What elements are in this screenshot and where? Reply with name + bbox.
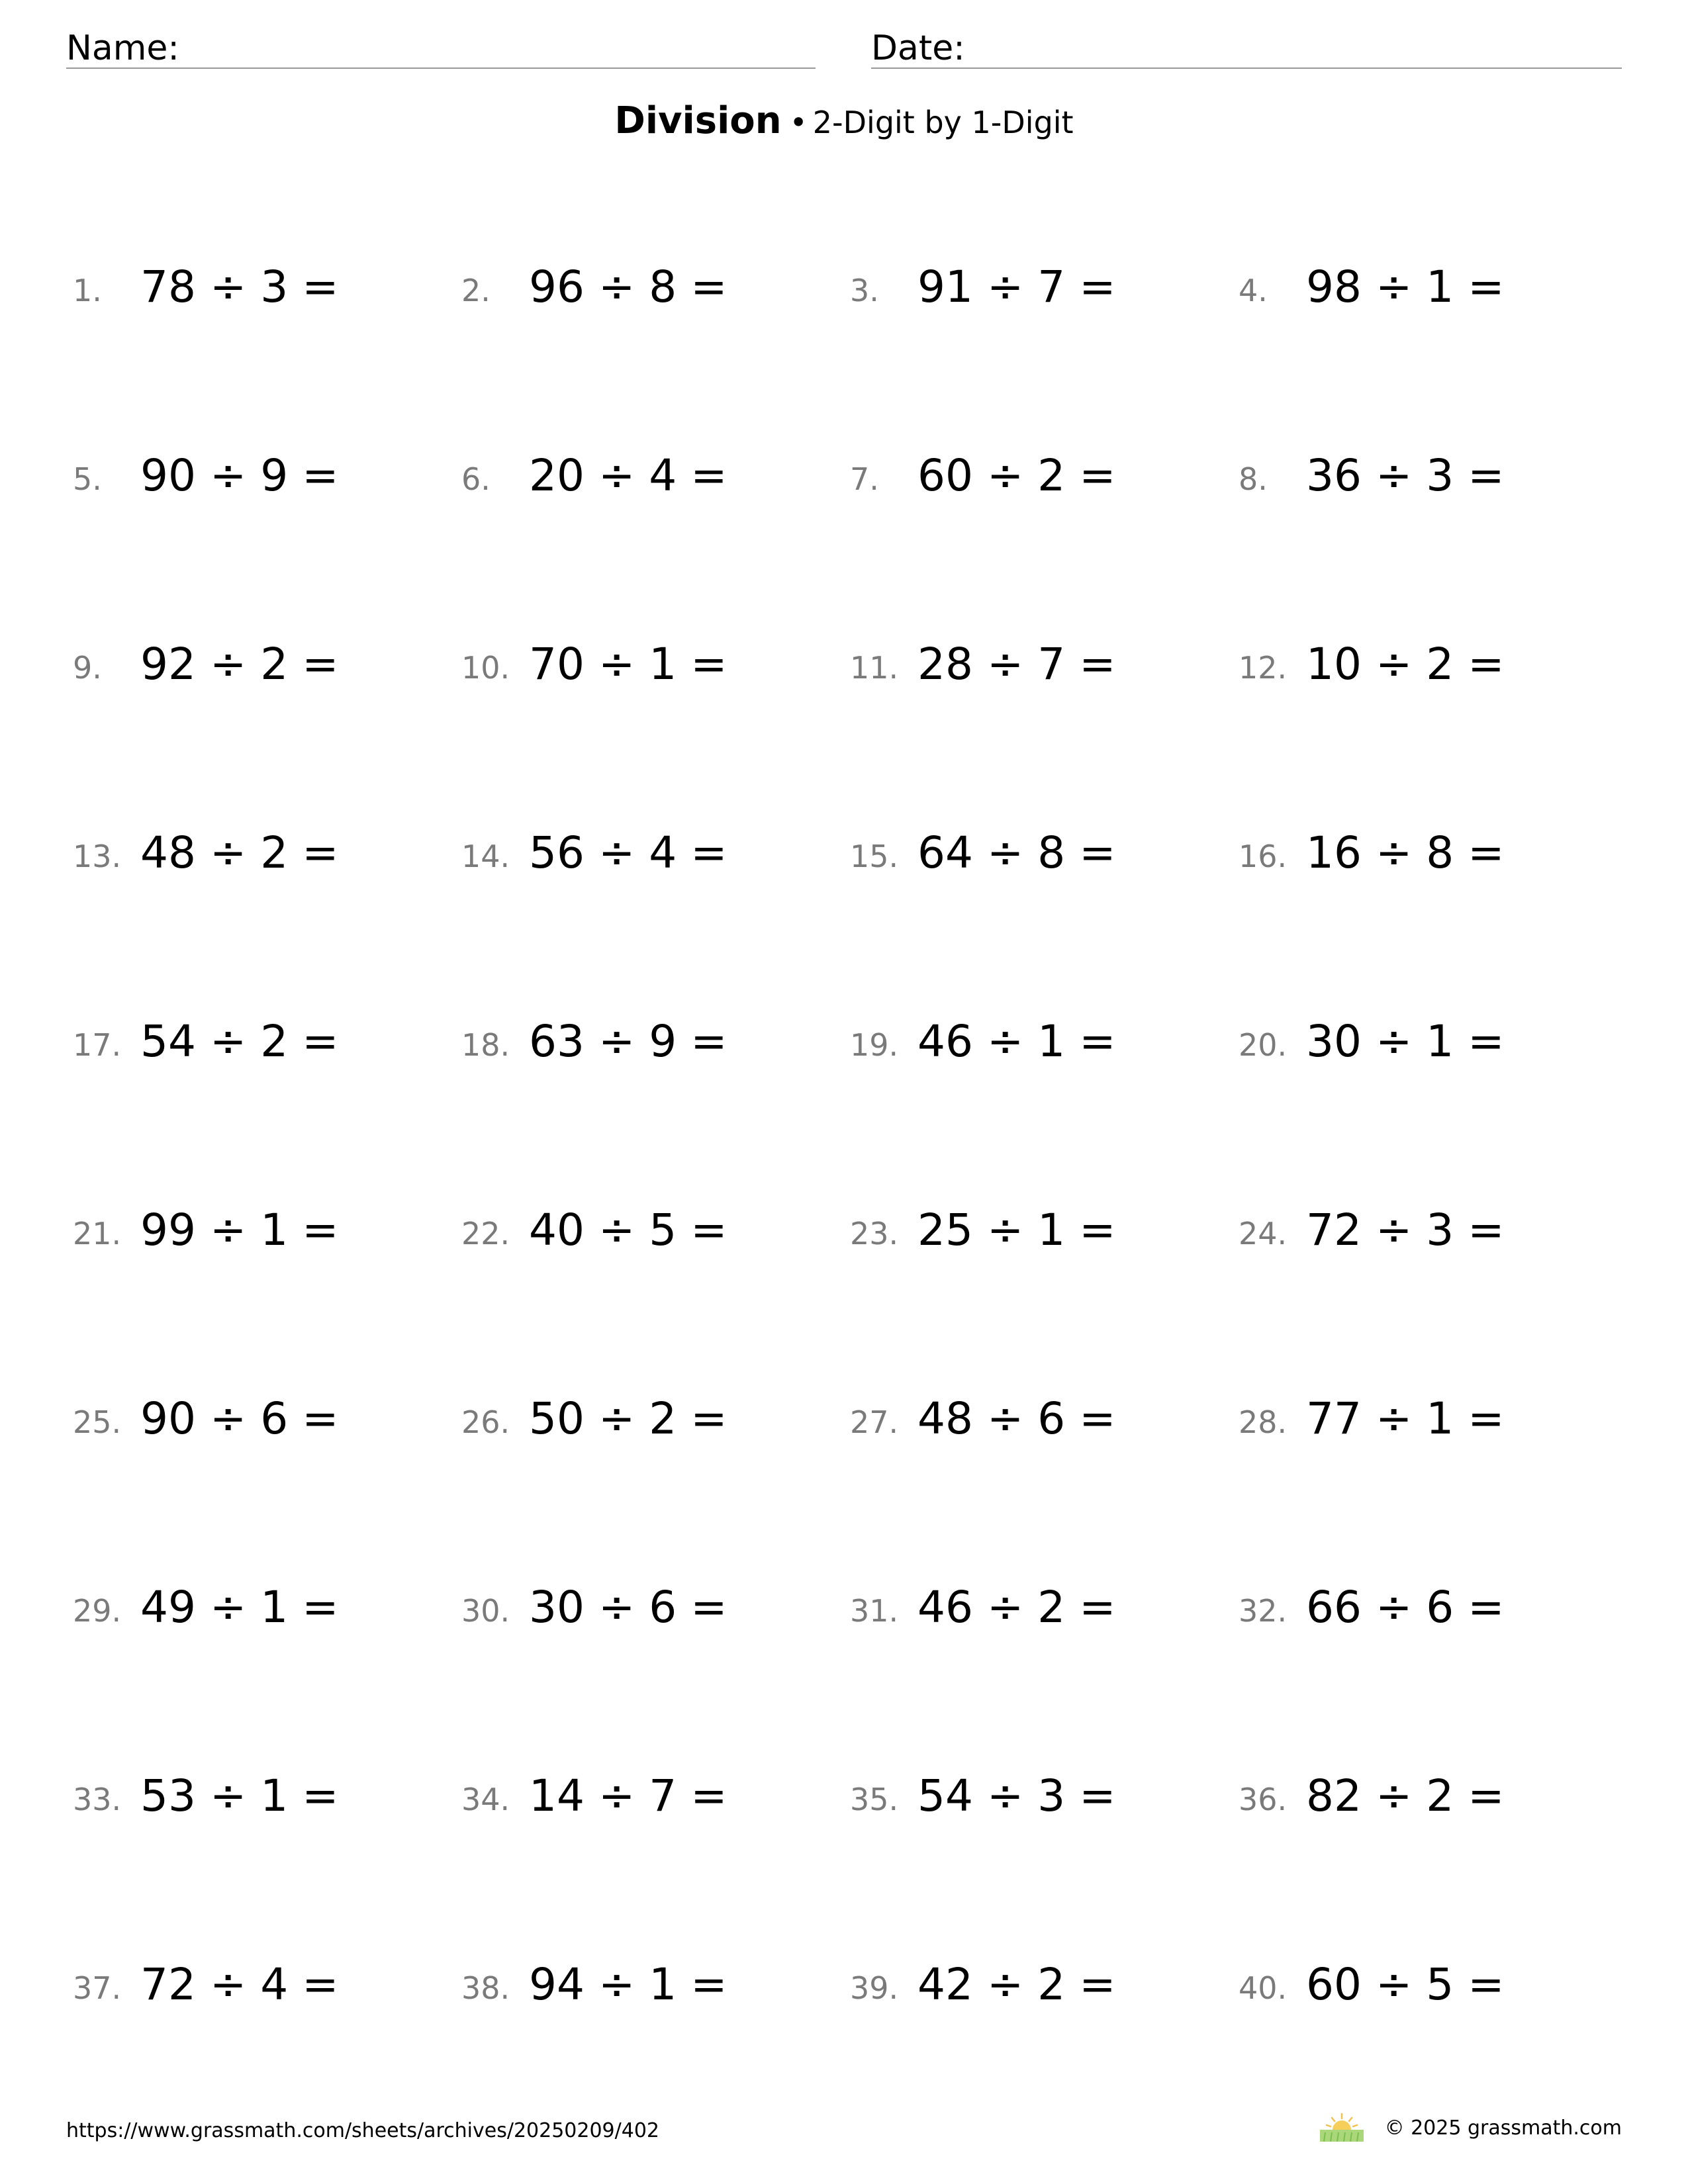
problem-expression: 28 ÷ 7 = [917,639,1116,690]
problem-expression: 53 ÷ 1 = [140,1770,339,1821]
problem-number: 29. [73,1593,122,1629]
problem-expression: 50 ÷ 2 = [529,1393,727,1444]
problem-expression: 64 ÷ 8 = [917,827,1116,878]
problem-number: 32. [1239,1593,1288,1629]
problem-number: 19. [850,1027,899,1063]
problem-expression: 99 ÷ 1 = [140,1205,339,1255]
problem-expression: 94 ÷ 1 = [529,1959,727,2010]
problem-expression: 30 ÷ 1 = [1306,1016,1505,1067]
problem-expression: 46 ÷ 1 = [917,1016,1116,1067]
problem-number: 17. [73,1027,122,1063]
date-field[interactable] [871,25,1622,69]
footer-copyright: © 2025 grassmath.com [1384,2116,1622,2140]
problem-number: 5. [73,461,102,497]
problem-expression: 46 ÷ 2 = [917,1582,1116,1633]
problem-expression: 14 ÷ 7 = [529,1770,727,1821]
problem-number: 16. [1239,839,1288,874]
problem-expression: 48 ÷ 6 = [917,1393,1116,1444]
footer-url: https://www.grassmath.com/sheets/archives/20250209/402 [66,2119,660,2142]
problem-number: 12. [1239,650,1288,686]
problem-number: 30. [461,1593,510,1629]
problem-number: 20. [1239,1027,1288,1063]
problem-number: 40. [1239,1970,1288,2006]
problem-number: 14. [461,839,510,874]
problem-expression: 54 ÷ 3 = [917,1770,1116,1821]
problem-expression: 30 ÷ 6 = [529,1582,727,1633]
problem-expression: 63 ÷ 9 = [529,1016,727,1067]
problem-expression: 56 ÷ 4 = [529,827,727,878]
footer-branding [1319,2111,1622,2144]
problem-number: 37. [73,1970,122,2006]
problem-expression: 54 ÷ 2 = [140,1016,339,1067]
problem-expression: 78 ÷ 3 = [140,261,339,312]
problem-expression: 10 ÷ 2 = [1306,639,1505,690]
problem-number: 25. [73,1404,122,1440]
name-label: Name: [66,28,179,68]
problem-number: 13. [73,839,122,874]
name-field[interactable] [66,25,816,69]
problem-expression: 48 ÷ 2 = [140,827,339,878]
problem-expression: 60 ÷ 2 = [917,450,1116,501]
problem-expression: 77 ÷ 1 = [1306,1393,1505,1444]
problem-expression: 90 ÷ 6 = [140,1393,339,1444]
problem-expression: 49 ÷ 1 = [140,1582,339,1633]
problem-number: 3. [850,273,879,308]
problem-expression: 92 ÷ 2 = [140,639,339,690]
title-subtitle: 2-Digit by 1-Digit [812,105,1074,140]
problem-number: 22. [461,1216,510,1251]
problem-number: 34. [461,1782,510,1817]
problem-expression: 20 ÷ 4 = [529,450,727,501]
problem-number: 15. [850,839,899,874]
problem-number: 2. [461,273,491,308]
problem-expression: 72 ÷ 4 = [140,1959,339,2010]
problem-number: 38. [461,1970,510,2006]
problem-expression: 60 ÷ 5 = [1306,1959,1505,2010]
grassmath-logo-icon [1319,2113,1365,2143]
problem-number: 8. [1239,461,1268,497]
problem-number: 24. [1239,1216,1288,1251]
title-separator: • [789,105,808,140]
problem-expression: 72 ÷ 3 = [1306,1205,1505,1255]
problem-number: 27. [850,1404,899,1440]
problem-expression: 70 ÷ 1 = [529,639,727,690]
problem-expression: 90 ÷ 9 = [140,450,339,501]
title-main: Division [614,99,782,142]
problem-expression: 98 ÷ 1 = [1306,261,1505,312]
problem-expression: 16 ÷ 8 = [1306,827,1505,878]
worksheet-title [0,99,1688,142]
problem-number: 1. [73,273,102,308]
problem-number: 33. [73,1782,122,1817]
problem-number: 39. [850,1970,899,2006]
problem-expression: 66 ÷ 6 = [1306,1582,1505,1633]
date-label: Date: [871,28,965,68]
problem-expression: 40 ÷ 5 = [529,1205,727,1255]
problem-number: 36. [1239,1782,1288,1817]
problem-number: 4. [1239,273,1268,308]
problem-expression: 82 ÷ 2 = [1306,1770,1505,1821]
problem-number: 6. [461,461,491,497]
problem-number: 18. [461,1027,510,1063]
problem-number: 31. [850,1593,899,1629]
problem-number: 21. [73,1216,122,1251]
problem-expression: 96 ÷ 8 = [529,261,727,312]
problem-expression: 42 ÷ 2 = [917,1959,1116,2010]
problem-number: 9. [73,650,102,686]
problem-number: 23. [850,1216,899,1251]
problem-expression: 25 ÷ 1 = [917,1205,1116,1255]
problem-number: 11. [850,650,899,686]
problem-number: 7. [850,461,879,497]
problem-number: 35. [850,1782,899,1817]
problem-expression: 36 ÷ 3 = [1306,450,1505,501]
problem-number: 28. [1239,1404,1288,1440]
problem-expression: 91 ÷ 7 = [917,261,1116,312]
problem-number: 26. [461,1404,510,1440]
problem-number: 10. [461,650,510,686]
